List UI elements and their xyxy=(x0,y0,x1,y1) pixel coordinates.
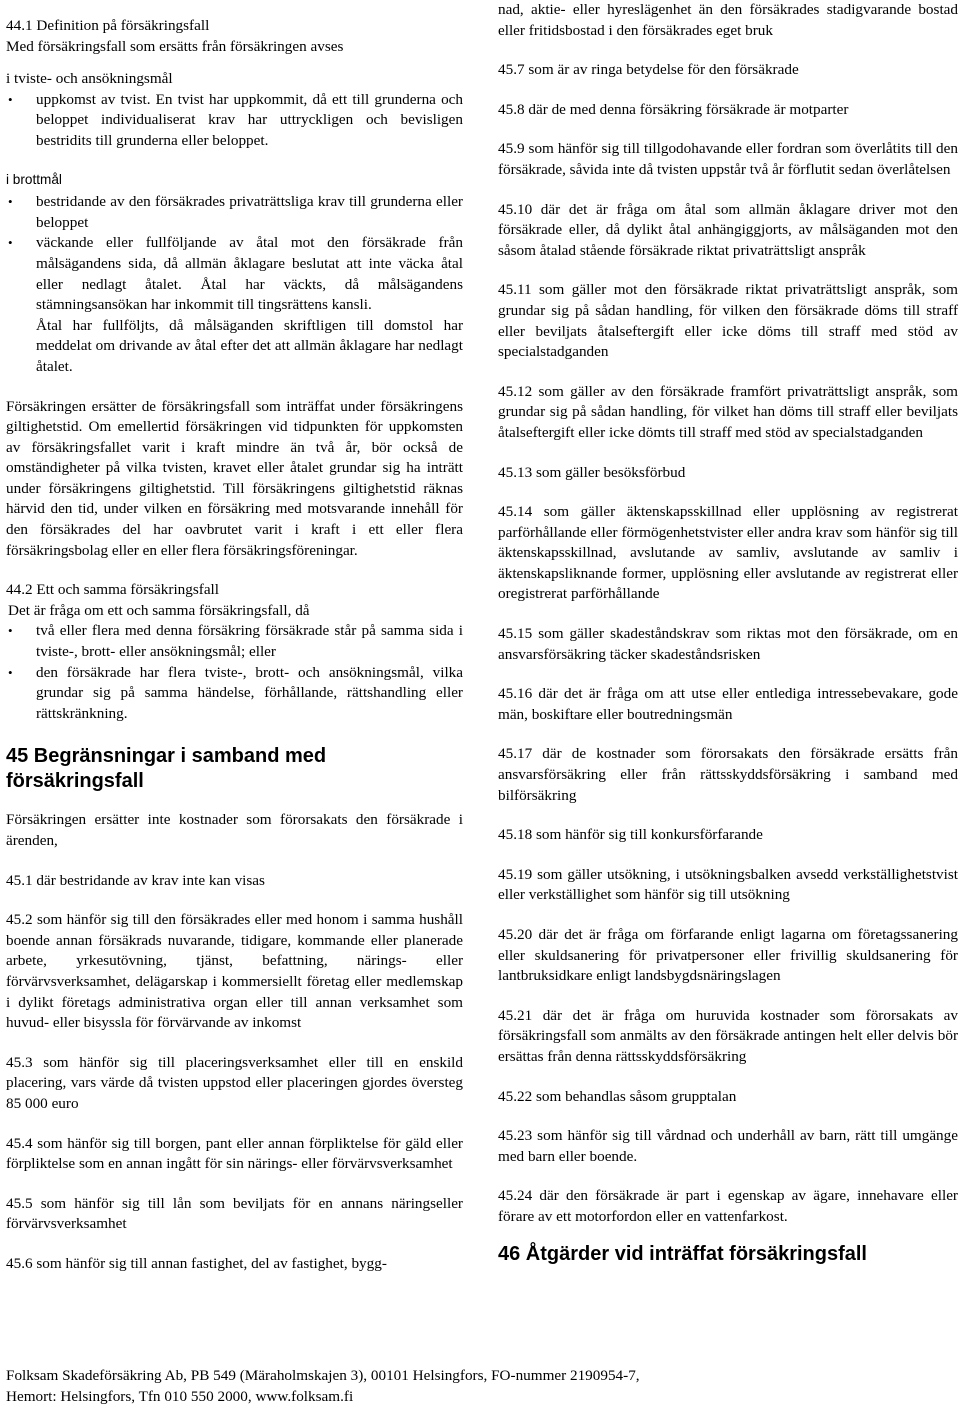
item-45-23: 45.23 som hänför sig till vårdnad och underhåll av barn, rätt till umgänge med barn eller boende. xyxy=(498,1127,958,1165)
item-45-17: 45.17 där de kostnader som förorsakats den försäkrade ersätts från ansvarsförsäkring eller från rättsskyddsförsäkring i samband med bilförsäkring xyxy=(498,745,958,804)
item-45-6: 45.6 som hänför sig till annan fastighet, del av fastighet, bygg- xyxy=(6,1254,387,1272)
item-45-20: 45.20 där det är fråga om förfarande enligt lagarna om företagssanering eller skuldsanering för privatpersoner eller frivillig skuldsanering för lantbruksidkare enligt landsbygdsnäringslagen xyxy=(498,926,958,985)
item-45-9: 45.9 som hänför sig till tillgodohavande eller fordran som överlåtits till den försäkrade, såvida inte då tvisten uppstår två år förflutit sedan överlåtelsen xyxy=(498,140,958,178)
item-45-3: 45.3 som hänför sig till placeringsverksamhet eller till en enskild placering, vars värde då tvisten uppstod eller placeringen gjordes översteg 85 000 euro xyxy=(6,1053,463,1112)
bullet-icon: • xyxy=(8,91,13,107)
item-45-8: 45.8 där de med denna försäkring försäkrade är motparter xyxy=(498,100,849,118)
tvist-list xyxy=(6,90,463,152)
bullet-icon: • xyxy=(8,664,13,680)
item-45-10: 45.10 där det är fråga om åtal som allmän åklagare driver mot den försäkrade eller, då dylikt åtal anhängiggjorts, av målsäganden mot den såsom åtalad stående försäkrade riktat privaträttsligt anspråk xyxy=(498,200,958,259)
item-45-24: 45.24 där den försäkrade är part i egenskap av ägare, innehavare eller förare av ett motorfordon eller en vattenfarkost. xyxy=(498,1187,958,1225)
page-footer xyxy=(6,1366,946,1407)
section-45-intro: Försäkringen ersätter inte kostnader som förorsakats den försäkrade i ärenden, xyxy=(6,811,463,849)
list-item: • uppkomst av tvist. En tvist har uppkommit, då ett till grunderna och beloppet individualiserat krav har uttryckligen och bevisligen bestridits till grunderna eller beloppet. xyxy=(8,90,463,149)
item-45-18: 45.18 som hänför sig till konkursförfarande xyxy=(498,826,763,844)
section-44-1-title: 44.1 Definition på försäkringsfall xyxy=(6,17,210,34)
same-case-list xyxy=(6,621,463,724)
item-45-4: 45.4 som hänför sig till borgen, pant eller annan förpliktelse för gäld eller förpliktelse som en annan ingått för sin närings- eller förvärvsverksamhet xyxy=(6,1134,463,1173)
item-45-14: 45.14 som gäller äktenskapsskillnad eller upplösning av registrerat parförhållande eller förmögenhetstvister eller andra krav som hänför sig till äktenskapsskillnad, avslutande av samliv, avslutande av samliv i äktenskapsliknande former, upplösning eller avslutande av registrerat eller oregistrerat parförhållande xyxy=(498,503,958,603)
tvist-heading: i tviste- och ansökningsmål xyxy=(6,70,173,88)
brottmal-continuation: Åtal har fullföljts, då målsäganden skriftligen till domstol har meddelat om drivande av åtal efter det att allmän åklagare har nedlagt åtalet. xyxy=(36,316,463,375)
footer-contact-line: Hemort: Helsingfors, Tfn 010 550 2000, www.folksam.fi xyxy=(6,1387,354,1405)
coverage-paragraph: Försäkringen ersätter de försäkringsfall som inträffat under försäkringens giltighetstid. Om emellertid försäkringen vid tidpunkten för uppkomsten av försäkringsfallet varit i kraft mindre än två år, bör också de omständigheter på vilka tvisten, kravet eller åtalet grundar sig ha inträtt under försäkringens giltighetstid. Till försäkringens giltighetstid räknas härvid den tid, under vilken en försäkring med motsvarande innehåll för den försäkrades del har oavbrutet varit i kraft i ett eller flera försäkringsbolag eller en eller flera försäkringsföreningar. xyxy=(6,397,463,559)
bullet-icon: • xyxy=(8,235,13,251)
section-45-heading: 45 Begränsningar i samband med försäkringsfall xyxy=(6,745,327,793)
item-45-22: 45.22 som behandlas såsom grupptalan xyxy=(498,1087,737,1105)
section-46-heading: 46 Åtgärder vid inträffat försäkringsfall xyxy=(498,1242,867,1265)
item-45-19: 45.19 som gäller utsökning, i utsökningsbalken avsedd verkställighetstvist eller verkställighet som hänför sig till utsökning xyxy=(498,865,958,904)
bullet-icon: • xyxy=(8,194,13,210)
footer-company-line: Folksam Skadeförsäkring Ab, PB 549 (Märaholmskajen 3), 00101 Helsingfors, FO-nummer 2190954-7, xyxy=(6,1367,640,1384)
item-45-6-continued: nad, aktie- eller hyreslägenhet än den försäkrades stadigvarande bostad eller fritidsbostad i den försäkrades eget bruk xyxy=(498,1,958,39)
list-item: • bestridande av den försäkrades privaträttsliga krav till grunderna eller beloppet xyxy=(8,193,463,231)
brottmal-list xyxy=(6,192,463,316)
list-item: • den försäkrade har flera tviste-, brott- och ansökningsmål, vilka grundar sig på samma händelse, förhållande, rättshandling eller rättskränkning. xyxy=(8,663,463,722)
left-column xyxy=(6,0,463,1275)
item-45-16: 45.16 där det är fråga om att utse eller entlediga intressebevakare, gode män, boskiftare eller boutredningsmän xyxy=(498,685,958,723)
section-44-1-intro: Med försäkringsfall som ersätts från försäkringen avses xyxy=(6,37,344,55)
item-45-15: 45.15 som gäller skadeståndskrav som riktas mot den försäkrade, om en ansvarsförsäkring täcker skadeståndsrisken xyxy=(498,625,958,663)
item-45-1: 45.1 där bestridande av krav inte kan visas xyxy=(6,871,265,889)
list-item: • två eller flera med denna försäkring försäkrade står på samma sida i tviste-, brott- eller ansökningsmål; eller xyxy=(8,622,463,661)
item-45-11: 45.11 som gäller mot den försäkrade riktat privaträttsligt anspråk, som grundar sig på sådan handling, för vilken den försäkrade döms till straff eller beviljats åtalseftergift eller icke döms till straff med stöd av specialstadganden xyxy=(498,281,958,361)
right-column xyxy=(498,0,958,1283)
section-44-2-intro: Det är fråga om ett och samma försäkringsfall, då xyxy=(8,601,310,619)
section-44-2-title: 44.2 Ett och samma försäkringsfall xyxy=(6,581,219,599)
item-45-2: 45.2 som hänför sig till den försäkrades eller med honom i samma hushåll boende annan försäkrads nuvarande, tidigare, kommande eller planerade arbete, yrkesutövning, tjänst, befattning, närings- eller förvärvsverksamhet, delägarskap i kommersiellt företag eller medlemskap i dylikt företags administrativa organ eller till annan verksamhet som huvud- eller bisyssla för förvärvande av inkomst xyxy=(6,911,463,1032)
item-45-7: 45.7 som är av ringa betydelse för den försäkrade xyxy=(498,61,799,79)
item-45-12: 45.12 som gäller av den försäkrade framfört privaträttsligt anspråk, som grundar sig på sådan handling, för vilket han döms till straff eller beviljats åtalseftergift eller icke dömts till straff med stöd av specialstadganden xyxy=(498,382,958,441)
bullet-icon: • xyxy=(8,623,13,639)
item-45-13: 45.13 som gäller besöksförbud xyxy=(498,463,686,481)
brottmal-heading: i brottmål xyxy=(6,171,62,187)
item-45-5: 45.5 som hänför sig till lån som beviljats för en annans näringseller förvärvsverksamhet xyxy=(6,1194,463,1233)
item-45-21: 45.21 där det är fråga om huruvida kostnader som förorsakats av försäkringsfall som anmälts av den försäkrade antingen helt eller delvis bör ersättas från denna rättsskyddsförsäkring xyxy=(498,1006,958,1065)
list-item: • väckande eller fullföljande av åtal mot den försäkrade från målsägandens sida, då allmän åklagare beslutat att inte väcka åtal eller nedlagt åtalet. Åtal har väckts, då målsägandens stämningsansökan har inkommit till tingsrättens kansli. xyxy=(8,234,463,314)
